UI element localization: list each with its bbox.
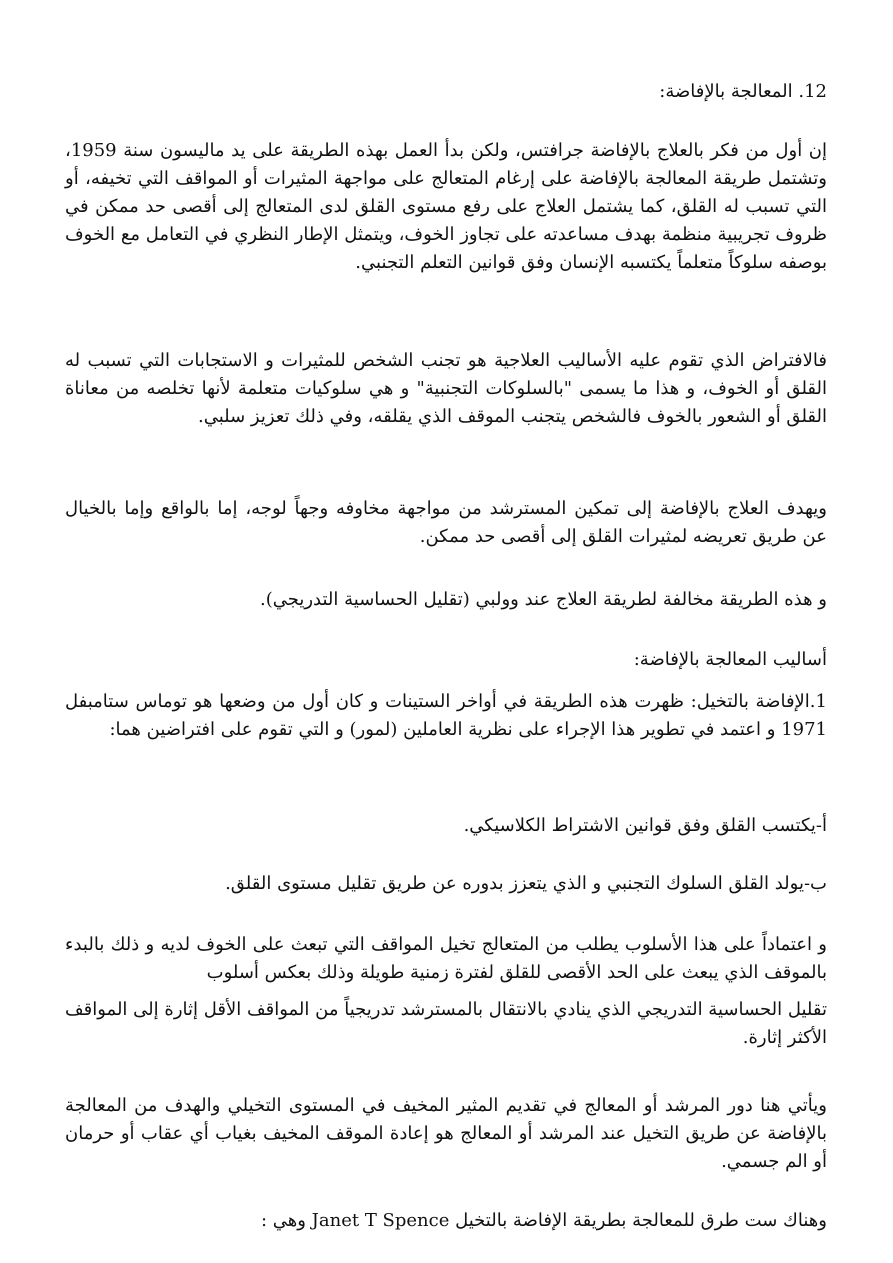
subsection-heading: أساليب المعالجة بالإفاضة: bbox=[633, 649, 827, 670]
list-item-a: أ-يكتسب القلق وفق قوانين الاشتراط الكلاسيكي. bbox=[463, 815, 827, 836]
paragraph-goal: ويهدف العلاج بالإفاضة إلى تمكين المسترشد من مواجهة مخاوفه وجهاً لوجه، إما بالواقع وإما بالخيال عن طريق تعريضه لمثيرات القلق إلى أقصى حد ممكن. bbox=[65, 498, 827, 547]
list-item-b: ب-يولد القلق السلوك التجنبي و الذي يتعزز بدوره عن طريق تقليل مستوى القلق. bbox=[225, 873, 827, 894]
paragraph-assumption: فالافتراض الذي تقوم عليه الأساليب العلاجية هو تجنب الشخص للمثيرات و الاستجابات التي تسبب له القلق أو الخوف، و هذا ما يسمى "بالسلوكات التجنبية" و هي سلوكيات متعلمة لأنها تخلصه من معاناة القلق أو الشعور بالخوف فالشخص يتجنب الموقف الذي يقلقه، وفي ذلك تعزيز سلبي. bbox=[65, 350, 827, 427]
paragraph-origin: إن أول من فكر بالعلاج بالإفاضة جرافتس، ولكن بدأ العمل بهذه الطريقة على يد ماليسون سنة 1959، وتشتمل طريقة المعالجة بالإفاضة على إرغام المتعالج على مواجهة المثيرات أو المواقف التي تخيفه، أو التي تسبب له القلق، كما يشتمل العلاج على رفع مستوى القلق لدى المتعالج إلى أقصى حد ممكن في ظروف تجريبية منظمة بهدف مساعدته على تجاوز الخوف، ويتمثل الإطار النظري في التعامل مع الخوف بوصفه سلوكاً متعلماً يكتسبه الإنسان وفق قوانين التعلم التجنبي. bbox=[65, 140, 827, 273]
paragraph-role: ويأتي هنا دور المرشد أو المعالج في تقديم المثير المخيف في المستوى التخيلي والهدف من المعالجة بالإفاضة عن طريق التخيل عند المرشد أو المعالج هو إعادة الموقف المخيف بغياب أي عقاب أو حرمان أو الم جسمي. bbox=[65, 1095, 827, 1172]
section-heading: 12. المعالجة بالإفاضة: bbox=[659, 81, 827, 102]
paragraph-reliance-part2: تقليل الحساسية التدريجي الذي ينادي بالانتقال بالمسترشد تدريجياً من المواقف الأقل إثارة إلى المواقف الأكثر إثارة. bbox=[65, 999, 827, 1048]
list-intro: 1.الإفاضة بالتخيل: ظهرت هذه الطريقة في أواخر الستينات و كان أول من وضعها هو توماس ستامبفل 1971 و اعتمد في تطوير هذا الإجراء على نظرية العاملين (لمور) و التي تقوم على افتراضين هما: bbox=[65, 691, 827, 740]
paragraph-contrast: و هذه الطريقة مخالفة لطريقة العلاج عند وولبي (تقليل الحساسية التدريجي). bbox=[259, 589, 827, 610]
paragraph-methods: وهناك ست طرق للمعالجة بطريقة الإفاضة بالتخيل Janet T Spence وهي : bbox=[260, 1210, 827, 1231]
paragraph-reliance-part1: و اعتماداً على هذا الأسلوب يطلب من المتعالج تخيل المواقف التي تبعث على الخوف لديه و ذلك بالبدء بالموقف الذي يبعث على الحد الأقصى للقلق لفترة زمنية طويلة وذلك بعكس أسلوب bbox=[65, 934, 827, 983]
